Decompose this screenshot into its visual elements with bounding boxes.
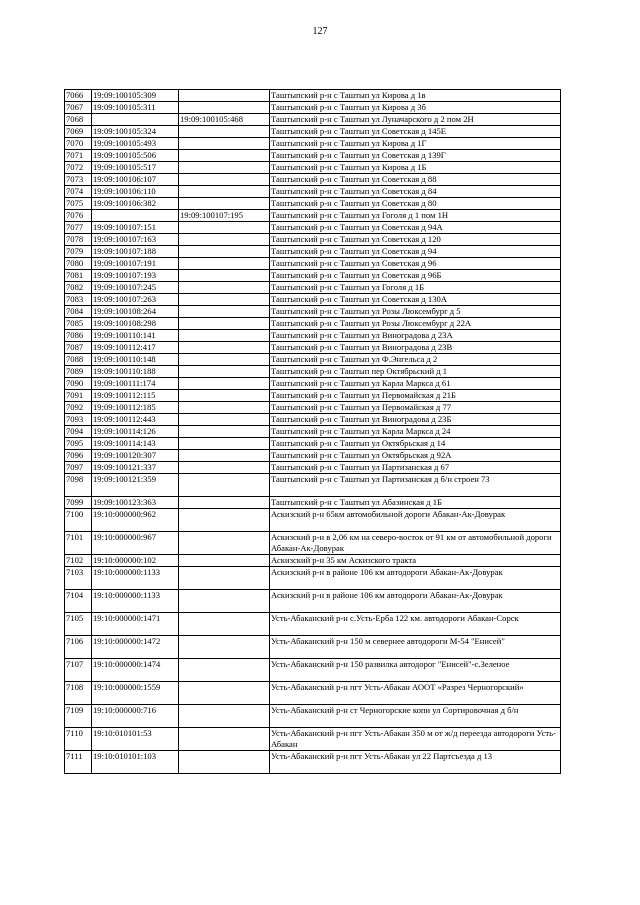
row-number-cell: 7072: [65, 162, 92, 174]
cadastral-number-cell: 19:09:100114:143: [92, 438, 179, 450]
premises-cadastral-number-cell: [179, 509, 270, 532]
address-cell: Таштыпский р-н с Таштып ул Карла Маркса д 24: [270, 426, 561, 438]
address-cell: Таштыпский р-н с Таштып ул Карла Маркса д 61: [270, 378, 561, 390]
table-row: [65, 636, 561, 659]
cadastral-number-cell: 19:10:000000:962: [92, 509, 179, 532]
premises-cadastral-number-cell: [179, 613, 270, 636]
cadastral-number-cell: 19:09:100107:188: [92, 246, 179, 258]
cadastral-number-cell: [92, 210, 179, 222]
table-row: [65, 318, 561, 330]
table-row: [65, 162, 561, 174]
address-cell: Таштыпский р-н с Таштып ул Виноградова д 23А: [270, 330, 561, 342]
premises-cadastral-number-cell: [179, 555, 270, 567]
cadastral-number-cell: 19:10:000000:102: [92, 555, 179, 567]
row-number-cell: 7097: [65, 462, 92, 474]
premises-cadastral-number-cell: [179, 330, 270, 342]
address-cell: Аскизский р-н 35 км Аскизского тракта: [270, 555, 561, 567]
address-cell: Таштыпский р-н с Таштып ул Гоголя д 1Б: [270, 282, 561, 294]
premises-cadastral-number-cell: [179, 150, 270, 162]
premises-cadastral-number-cell: 19:09:100105:468: [179, 114, 270, 126]
row-number-cell: 7093: [65, 414, 92, 426]
table-row: [65, 414, 561, 426]
table-row: [65, 438, 561, 450]
cadastral-number-cell: 19:10:000000:1133: [92, 567, 179, 590]
premises-cadastral-number-cell: [179, 390, 270, 402]
cadastral-number-cell: 19:10:010101:103: [92, 751, 179, 774]
row-number-cell: 7103: [65, 567, 92, 590]
row-number-cell: 7105: [65, 613, 92, 636]
row-number-cell: 7094: [65, 426, 92, 438]
cadastral-number-cell: 19:09:100107:193: [92, 270, 179, 282]
table-row: [65, 462, 561, 474]
row-number-cell: 7067: [65, 102, 92, 114]
row-number-cell: 7090: [65, 378, 92, 390]
premises-cadastral-number-cell: [179, 258, 270, 270]
address-cell: Таштыпский р-н с Таштып ул Первомайская д 21Б: [270, 390, 561, 402]
premises-cadastral-number-cell: [179, 318, 270, 330]
cadastral-number-cell: 19:10:000000:1133: [92, 590, 179, 613]
address-cell: Усть-Абаканский р-н пгт Усть-Абакан 350 м от ж/д переезда автодороги Усть-Абакан: [270, 728, 561, 751]
register-table-body: [65, 90, 561, 774]
premises-cadastral-number-cell: [179, 186, 270, 198]
premises-cadastral-number-cell: [179, 174, 270, 186]
row-number-cell: 7068: [65, 114, 92, 126]
table-row: [65, 270, 561, 282]
cadastral-number-cell: 19:09:100112:185: [92, 402, 179, 414]
cadastral-number-cell: 19:09:100121:337: [92, 462, 179, 474]
cadastral-number-cell: 19:09:100107:151: [92, 222, 179, 234]
row-number-cell: 7070: [65, 138, 92, 150]
table-row: [65, 282, 561, 294]
address-cell: Таштыпский р-н с Таштып ул Кирова д 1Г: [270, 138, 561, 150]
row-number-cell: 7088: [65, 354, 92, 366]
row-number-cell: 7087: [65, 342, 92, 354]
table-row: [65, 659, 561, 682]
premises-cadastral-number-cell: [179, 705, 270, 728]
row-number-cell: 7104: [65, 590, 92, 613]
address-cell: Усть-Абаканский р-н с.Усть-Ерба 122 км. автодороги Абакан-Сорск: [270, 613, 561, 636]
address-cell: Таштыпский р-н с Таштып ул Розы Люксембург д 5: [270, 306, 561, 318]
cadastral-number-cell: 19:09:100106:110: [92, 186, 179, 198]
cadastral-number-cell: 19:10:010101:53: [92, 728, 179, 751]
table-row: [65, 354, 561, 366]
premises-cadastral-number-cell: [179, 414, 270, 426]
address-cell: Таштыпский р-н с Таштып пер Октябрьский д 1: [270, 366, 561, 378]
premises-cadastral-number-cell: [179, 450, 270, 462]
address-cell: Таштыпский р-н с Таштып ул Партизанская д б/н строен 73: [270, 474, 561, 497]
cadastral-number-cell: 19:09:100121:359: [92, 474, 179, 497]
address-cell: Таштыпский р-н с Таштып ул Советская д 145Е: [270, 126, 561, 138]
row-number-cell: 7102: [65, 555, 92, 567]
row-number-cell: 7111: [65, 751, 92, 774]
row-number-cell: 7078: [65, 234, 92, 246]
table-row: [65, 366, 561, 378]
table-row: [65, 174, 561, 186]
premises-cadastral-number-cell: 19:09:100107:195: [179, 210, 270, 222]
row-number-cell: 7080: [65, 258, 92, 270]
cadastral-number-cell: 19:09:100107:191: [92, 258, 179, 270]
address-cell: Аскизский р-н 65км автомобильной дороги Абакан-Ак-Довурак: [270, 509, 561, 532]
row-number-cell: 7069: [65, 126, 92, 138]
premises-cadastral-number-cell: [179, 294, 270, 306]
row-number-cell: 7092: [65, 402, 92, 414]
row-number-cell: 7081: [65, 270, 92, 282]
row-number-cell: 7077: [65, 222, 92, 234]
row-number-cell: 7079: [65, 246, 92, 258]
address-cell: Усть-Абаканский р-н пгт Усть-Абакан АООТ «Разрез Черногорский»: [270, 682, 561, 705]
premises-cadastral-number-cell: [179, 532, 270, 555]
premises-cadastral-number-cell: [179, 402, 270, 414]
premises-cadastral-number-cell: [179, 306, 270, 318]
cadastral-number-cell: 19:09:100107:163: [92, 234, 179, 246]
cadastral-number-cell: 19:09:100114:126: [92, 426, 179, 438]
premises-cadastral-number-cell: [179, 90, 270, 102]
row-number-cell: 7074: [65, 186, 92, 198]
row-number-cell: 7101: [65, 532, 92, 555]
premises-cadastral-number-cell: [179, 474, 270, 497]
cadastral-number-cell: 19:10:000000:1471: [92, 613, 179, 636]
table-row: [65, 234, 561, 246]
premises-cadastral-number-cell: [179, 497, 270, 509]
cadastral-number-cell: 19:09:100108:298: [92, 318, 179, 330]
table-row: [65, 342, 561, 354]
cadastral-number-cell: 19:10:000000:967: [92, 532, 179, 555]
row-number-cell: 7084: [65, 306, 92, 318]
address-cell: Таштыпский р-н с Таштып ул Советская д 96Б: [270, 270, 561, 282]
row-number-cell: 7086: [65, 330, 92, 342]
row-number-cell: 7082: [65, 282, 92, 294]
table-row: [65, 306, 561, 318]
premises-cadastral-number-cell: [179, 366, 270, 378]
cadastral-number-cell: 19:09:100112:417: [92, 342, 179, 354]
premises-cadastral-number-cell: [179, 162, 270, 174]
table-row: [65, 509, 561, 532]
premises-cadastral-number-cell: [179, 426, 270, 438]
premises-cadastral-number-cell: [179, 567, 270, 590]
premises-cadastral-number-cell: [179, 282, 270, 294]
cadastral-number-cell: 19:09:100106:382: [92, 198, 179, 210]
address-cell: Усть-Абаканский р-н пгт Усть-Абакан ул 22 Партсъезда д 13: [270, 751, 561, 774]
address-cell: Таштыпский р-н с Таштып ул Советская д 120: [270, 234, 561, 246]
address-cell: Таштыпский р-н с Таштып ул Луначарского д 2 пом 2Н: [270, 114, 561, 126]
address-cell: Таштыпский р-н с Таштып ул Октябрьская д 14: [270, 438, 561, 450]
cadastral-number-cell: 19:09:100110:141: [92, 330, 179, 342]
table-row: [65, 258, 561, 270]
table-row: [65, 138, 561, 150]
address-cell: Таштыпский р-н с Таштып ул Советская д 88: [270, 174, 561, 186]
table-row: [65, 222, 561, 234]
cadastral-number-cell: 19:09:100105:311: [92, 102, 179, 114]
cadastral-number-cell: 19:09:100107:245: [92, 282, 179, 294]
table-row: [65, 497, 561, 509]
row-number-cell: 7096: [65, 450, 92, 462]
address-cell: Таштыпский р-н с Таштып ул Кирова д 1Б: [270, 162, 561, 174]
row-number-cell: 7091: [65, 390, 92, 402]
table-row: [65, 402, 561, 414]
table-row: [65, 751, 561, 774]
address-cell: Таштыпский р-н с Таштып ул Советская д 94: [270, 246, 561, 258]
premises-cadastral-number-cell: [179, 354, 270, 366]
cadastral-number-cell: 19:09:100105:309: [92, 90, 179, 102]
address-cell: Аскизский р-н в районе 106 км автодороги Абакан-Ак-Довурак: [270, 567, 561, 590]
table-row: [65, 450, 561, 462]
table-row: [65, 378, 561, 390]
table-row: [65, 126, 561, 138]
cadastral-number-cell: 19:09:100123:363: [92, 497, 179, 509]
cadastral-number-cell: 19:09:100108:264: [92, 306, 179, 318]
row-number-cell: 7089: [65, 366, 92, 378]
premises-cadastral-number-cell: [179, 659, 270, 682]
row-number-cell: 7107: [65, 659, 92, 682]
cadastral-number-cell: 19:09:100107:263: [92, 294, 179, 306]
address-cell: Таштыпский р-н с Таштып ул Виноградова д 23Б: [270, 414, 561, 426]
address-cell: Таштыпский р-н с Таштып ул Советская д 80: [270, 198, 561, 210]
premises-cadastral-number-cell: [179, 102, 270, 114]
table-row: [65, 330, 561, 342]
cadastral-number-cell: [92, 114, 179, 126]
premises-cadastral-number-cell: [179, 138, 270, 150]
row-number-cell: 7085: [65, 318, 92, 330]
table-row: [65, 728, 561, 751]
premises-cadastral-number-cell: [179, 342, 270, 354]
table-row: [65, 613, 561, 636]
table-row: [65, 474, 561, 497]
cadastral-number-cell: 19:09:100112:443: [92, 414, 179, 426]
table-row: [65, 198, 561, 210]
table-row: [65, 590, 561, 613]
table-row: [65, 90, 561, 102]
cadastral-number-cell: 19:09:100110:148: [92, 354, 179, 366]
premises-cadastral-number-cell: [179, 198, 270, 210]
table-row: [65, 210, 561, 222]
address-cell: Таштыпский р-н с Таштып ул Советская д 139Г: [270, 150, 561, 162]
row-number-cell: 7098: [65, 474, 92, 497]
cadastral-number-cell: 19:10:000000:1474: [92, 659, 179, 682]
premises-cadastral-number-cell: [179, 378, 270, 390]
row-number-cell: 7108: [65, 682, 92, 705]
row-number-cell: 7106: [65, 636, 92, 659]
row-number-cell: 7110: [65, 728, 92, 751]
premises-cadastral-number-cell: [179, 246, 270, 258]
row-number-cell: 7099: [65, 497, 92, 509]
address-cell: Усть-Абаканский р-н 150 развилка автодорог "Енисей"-с.Зеленое: [270, 659, 561, 682]
table-row: [65, 114, 561, 126]
premises-cadastral-number-cell: [179, 126, 270, 138]
cadastral-number-cell: 19:09:100105:493: [92, 138, 179, 150]
cadastral-number-cell: 19:09:100106:107: [92, 174, 179, 186]
table-row: [65, 682, 561, 705]
row-number-cell: 7083: [65, 294, 92, 306]
row-number-cell: 7075: [65, 198, 92, 210]
table-row: [65, 390, 561, 402]
premises-cadastral-number-cell: [179, 222, 270, 234]
address-cell: Таштыпский р-н с Таштып ул Советская д 130А: [270, 294, 561, 306]
row-number-cell: 7071: [65, 150, 92, 162]
premises-cadastral-number-cell: [179, 751, 270, 774]
cadastral-number-cell: 19:09:100111:174: [92, 378, 179, 390]
cadastral-number-cell: 19:09:100112:115: [92, 390, 179, 402]
address-cell: Таштыпский р-н с Таштып ул Октябрьская д 92А: [270, 450, 561, 462]
register-table: [64, 89, 561, 774]
premises-cadastral-number-cell: [179, 636, 270, 659]
cadastral-number-cell: 19:10:000000:716: [92, 705, 179, 728]
table-row: [65, 102, 561, 114]
table-row: [65, 426, 561, 438]
cadastral-number-cell: 19:09:100110:188: [92, 366, 179, 378]
cadastral-number-cell: 19:09:100105:506: [92, 150, 179, 162]
premises-cadastral-number-cell: [179, 682, 270, 705]
address-cell: Таштыпский р-н с Таштып ул Партизанская д 67: [270, 462, 561, 474]
cadastral-number-cell: 19:10:000000:1472: [92, 636, 179, 659]
premises-cadastral-number-cell: [179, 728, 270, 751]
address-cell: Таштыпский р-н с Таштып ул Первомайская д 77: [270, 402, 561, 414]
premises-cadastral-number-cell: [179, 234, 270, 246]
table-row: [65, 705, 561, 728]
table-row: [65, 246, 561, 258]
address-cell: Таштыпский р-н с Таштып ул Абазинская д 1Б: [270, 497, 561, 509]
premises-cadastral-number-cell: [179, 270, 270, 282]
cadastral-number-cell: 19:10:000000:1559: [92, 682, 179, 705]
address-cell: Таштыпский р-н с Таштып ул Гоголя д 1 пом 1Н: [270, 210, 561, 222]
table-row: [65, 532, 561, 555]
cadastral-number-cell: 19:09:100105:517: [92, 162, 179, 174]
address-cell: Таштыпский р-н с Таштып ул Советская д 94А: [270, 222, 561, 234]
address-cell: Таштыпский р-н с Таштып ул Розы Люксембург д 22А: [270, 318, 561, 330]
address-cell: Таштыпский р-н с Таштып ул Кирова д 1в: [270, 90, 561, 102]
premises-cadastral-number-cell: [179, 462, 270, 474]
cadastral-number-cell: 19:09:100120:307: [92, 450, 179, 462]
cadastral-number-cell: 19:09:100105:324: [92, 126, 179, 138]
table-row: [65, 294, 561, 306]
address-cell: Аскизский р-н в районе 106 км автодороги Абакан-Ак-Довурак: [270, 590, 561, 613]
address-cell: Таштыпский р-н с Таштып ул Советская д 96: [270, 258, 561, 270]
address-cell: Таштыпский р-н с Таштып ул Советская д 84: [270, 186, 561, 198]
table-row: [65, 186, 561, 198]
address-cell: Усть-Абаканский р-н ст Черногорские копи ул Сортировочная д б/н: [270, 705, 561, 728]
premises-cadastral-number-cell: [179, 438, 270, 450]
row-number-cell: 7073: [65, 174, 92, 186]
premises-cadastral-number-cell: [179, 590, 270, 613]
row-number-cell: 7100: [65, 509, 92, 532]
address-cell: Таштыпский р-н с Таштып ул Ф.Энгельса д 2: [270, 354, 561, 366]
table-row: [65, 555, 561, 567]
table-row: [65, 567, 561, 590]
row-number-cell: 7095: [65, 438, 92, 450]
address-cell: Таштыпский р-н с Таштып ул Кирова д 3б: [270, 102, 561, 114]
row-number-cell: 7066: [65, 90, 92, 102]
page-number: 127: [312, 26, 328, 37]
row-number-cell: 7109: [65, 705, 92, 728]
address-cell: Таштыпский р-н с Таштып ул Виноградова д 23В: [270, 342, 561, 354]
address-cell: Усть-Абаканский р-н 150 м севернее автодороги М-54 "Енисей": [270, 636, 561, 659]
address-cell: Аскизский р-н в 2,06 км на северо-восток от 91 км от автомобильной дороги Абакан-Ак-Довурак: [270, 532, 561, 555]
row-number-cell: 7076: [65, 210, 92, 222]
table-row: [65, 150, 561, 162]
